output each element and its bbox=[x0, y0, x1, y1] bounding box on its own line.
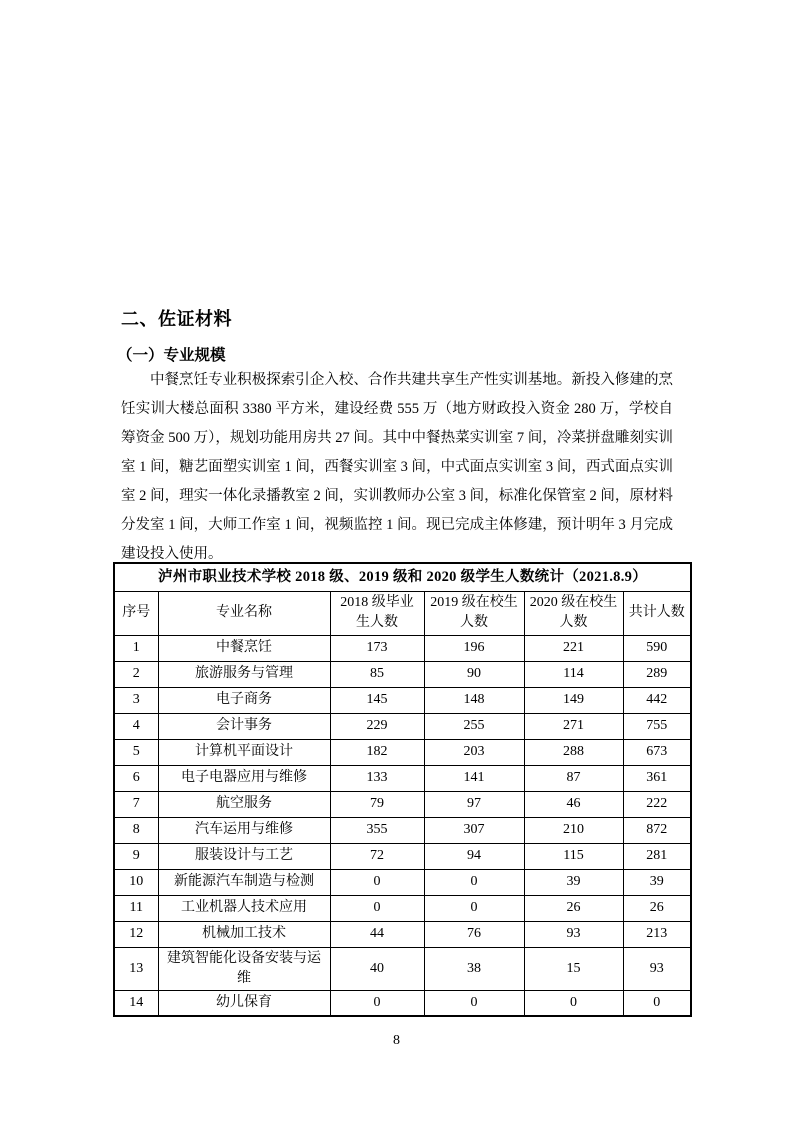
total-cell: 872 bbox=[623, 817, 691, 843]
total-cell: 0 bbox=[623, 990, 691, 1016]
major-name-cell: 服装设计与工艺 bbox=[158, 843, 330, 869]
enrolled-2020-cell: 26 bbox=[524, 895, 623, 921]
enrolled-2019-cell: 148 bbox=[424, 687, 524, 713]
page-number: 8 bbox=[393, 1033, 400, 1048]
major-name-cell: 计算机平面设计 bbox=[158, 739, 330, 765]
total-cell: 673 bbox=[623, 739, 691, 765]
enrolled-2019-cell: 76 bbox=[424, 921, 524, 947]
index-cell: 5 bbox=[114, 739, 158, 765]
index-cell: 6 bbox=[114, 765, 158, 791]
table-row bbox=[114, 713, 691, 739]
total-cell: 222 bbox=[623, 791, 691, 817]
index-cell: 3 bbox=[114, 687, 158, 713]
total-cell: 39 bbox=[623, 869, 691, 895]
index-cell: 1 bbox=[114, 635, 158, 661]
index-cell: 11 bbox=[114, 895, 158, 921]
enrolled-2020-cell: 46 bbox=[524, 791, 623, 817]
major-name-cell: 幼儿保育 bbox=[158, 990, 330, 1016]
enrolled-2019-cell: 307 bbox=[424, 817, 524, 843]
grads-2018-cell: 355 bbox=[330, 817, 424, 843]
enrolled-2019-cell: 0 bbox=[424, 990, 524, 1016]
table-body bbox=[114, 635, 691, 1016]
table-row bbox=[114, 791, 691, 817]
table-row bbox=[114, 635, 691, 661]
total-cell: 281 bbox=[623, 843, 691, 869]
table-row bbox=[114, 739, 691, 765]
total-cell: 289 bbox=[623, 661, 691, 687]
grads-2018-cell: 79 bbox=[330, 791, 424, 817]
table-row bbox=[114, 817, 691, 843]
index-cell: 12 bbox=[114, 921, 158, 947]
major-name-cell: 机械加工技术 bbox=[158, 921, 330, 947]
grads-2018-cell: 145 bbox=[330, 687, 424, 713]
index-cell: 8 bbox=[114, 817, 158, 843]
header-index: 序号 bbox=[114, 591, 158, 635]
grads-2018-cell: 85 bbox=[330, 661, 424, 687]
table-row bbox=[114, 687, 691, 713]
total-cell: 213 bbox=[623, 921, 691, 947]
major-name-cell: 航空服务 bbox=[158, 791, 330, 817]
table-row bbox=[114, 921, 691, 947]
table-row bbox=[114, 869, 691, 895]
table-row bbox=[114, 661, 691, 687]
section-heading: 二、佐证材料 bbox=[121, 309, 232, 329]
enrolled-2019-cell: 196 bbox=[424, 635, 524, 661]
enrolled-2019-cell: 141 bbox=[424, 765, 524, 791]
grads-2018-cell: 173 bbox=[330, 635, 424, 661]
grads-2018-cell: 133 bbox=[330, 765, 424, 791]
index-cell: 4 bbox=[114, 713, 158, 739]
enrolled-2020-cell: 210 bbox=[524, 817, 623, 843]
enrolled-2019-cell: 94 bbox=[424, 843, 524, 869]
enrolled-2019-cell: 255 bbox=[424, 713, 524, 739]
subsection-heading: （一）专业规模 bbox=[117, 347, 226, 364]
total-cell: 442 bbox=[623, 687, 691, 713]
enrolled-2019-cell: 203 bbox=[424, 739, 524, 765]
header-2019-enrolled: 2019 级在校生人数 bbox=[424, 591, 524, 635]
enrolled-2019-cell: 97 bbox=[424, 791, 524, 817]
table-title-row bbox=[114, 563, 691, 591]
table-row bbox=[114, 947, 691, 990]
index-cell: 13 bbox=[114, 947, 158, 990]
table-row bbox=[114, 895, 691, 921]
index-cell: 7 bbox=[114, 791, 158, 817]
enrolled-2020-cell: 271 bbox=[524, 713, 623, 739]
header-2018-grads: 2018 级毕业生人数 bbox=[330, 591, 424, 635]
enrolled-2019-cell: 0 bbox=[424, 895, 524, 921]
table-row bbox=[114, 765, 691, 791]
enrolled-2020-cell: 221 bbox=[524, 635, 623, 661]
enrolled-2020-cell: 93 bbox=[524, 921, 623, 947]
total-cell: 361 bbox=[623, 765, 691, 791]
major-name-cell: 电子电器应用与维修 bbox=[158, 765, 330, 791]
major-name-cell: 旅游服务与管理 bbox=[158, 661, 330, 687]
grads-2018-cell: 182 bbox=[330, 739, 424, 765]
major-name-cell: 电子商务 bbox=[158, 687, 330, 713]
index-cell: 9 bbox=[114, 843, 158, 869]
body-paragraph: 中餐烹饪专业积极探索引企入校、合作共建共享生产性实训基地。新投入修建的烹饪实训大楼总面积 3380 平方米，建设经费 555 万（地方财政投入资金 280 万，学校自筹资金 500 万），规划功能用房共 27 间。其中中餐热菜实训室 7 间，冷菜拼盘雕刻实训室 1 间，糖艺面塑实训室 1 间，西餐实训室 3 间，中式面点实训室 3 间，西式面点实训室 2 间，理实一体化录播教室 2 间，实训教师办公室 3 间，标准化保管室 2 间，原材料分发室 1 间，大师工作室 1 间，视频监控 1 间。现已完成主体修建，预计明年 3 月完成建设投入使用。 bbox=[121, 372, 673, 562]
total-cell: 755 bbox=[623, 713, 691, 739]
student-stats-table bbox=[113, 562, 692, 1017]
table-row bbox=[114, 990, 691, 1016]
enrolled-2019-cell: 90 bbox=[424, 661, 524, 687]
table-header-row bbox=[114, 591, 691, 635]
major-name-cell: 建筑智能化设备安装与运维 bbox=[158, 947, 330, 990]
major-name-cell: 中餐烹饪 bbox=[158, 635, 330, 661]
enrolled-2020-cell: 115 bbox=[524, 843, 623, 869]
table-row bbox=[114, 843, 691, 869]
enrolled-2020-cell: 149 bbox=[524, 687, 623, 713]
enrolled-2019-cell: 38 bbox=[424, 947, 524, 990]
table-title: 泸州市职业技术学校 2018 级、2019 级和 2020 级学生人数统计（2021.8.9） bbox=[114, 563, 691, 591]
enrolled-2020-cell: 15 bbox=[524, 947, 623, 990]
header-total: 共计人数 bbox=[623, 591, 691, 635]
header-2020-enrolled: 2020 级在校生人数 bbox=[524, 591, 623, 635]
major-name-cell: 工业机器人技术应用 bbox=[158, 895, 330, 921]
enrolled-2020-cell: 114 bbox=[524, 661, 623, 687]
grads-2018-cell: 0 bbox=[330, 990, 424, 1016]
grads-2018-cell: 229 bbox=[330, 713, 424, 739]
major-name-cell: 会计事务 bbox=[158, 713, 330, 739]
grads-2018-cell: 44 bbox=[330, 921, 424, 947]
enrolled-2020-cell: 288 bbox=[524, 739, 623, 765]
major-name-cell: 新能源汽车制造与检测 bbox=[158, 869, 330, 895]
index-cell: 10 bbox=[114, 869, 158, 895]
enrolled-2020-cell: 0 bbox=[524, 990, 623, 1016]
header-major-name: 专业名称 bbox=[158, 591, 330, 635]
enrolled-2020-cell: 39 bbox=[524, 869, 623, 895]
total-cell: 26 bbox=[623, 895, 691, 921]
enrolled-2019-cell: 0 bbox=[424, 869, 524, 895]
grads-2018-cell: 0 bbox=[330, 869, 424, 895]
grads-2018-cell: 40 bbox=[330, 947, 424, 990]
grads-2018-cell: 0 bbox=[330, 895, 424, 921]
index-cell: 2 bbox=[114, 661, 158, 687]
major-name-cell: 汽车运用与维修 bbox=[158, 817, 330, 843]
grads-2018-cell: 72 bbox=[330, 843, 424, 869]
enrolled-2020-cell: 87 bbox=[524, 765, 623, 791]
total-cell: 93 bbox=[623, 947, 691, 990]
total-cell: 590 bbox=[623, 635, 691, 661]
index-cell: 14 bbox=[114, 990, 158, 1016]
